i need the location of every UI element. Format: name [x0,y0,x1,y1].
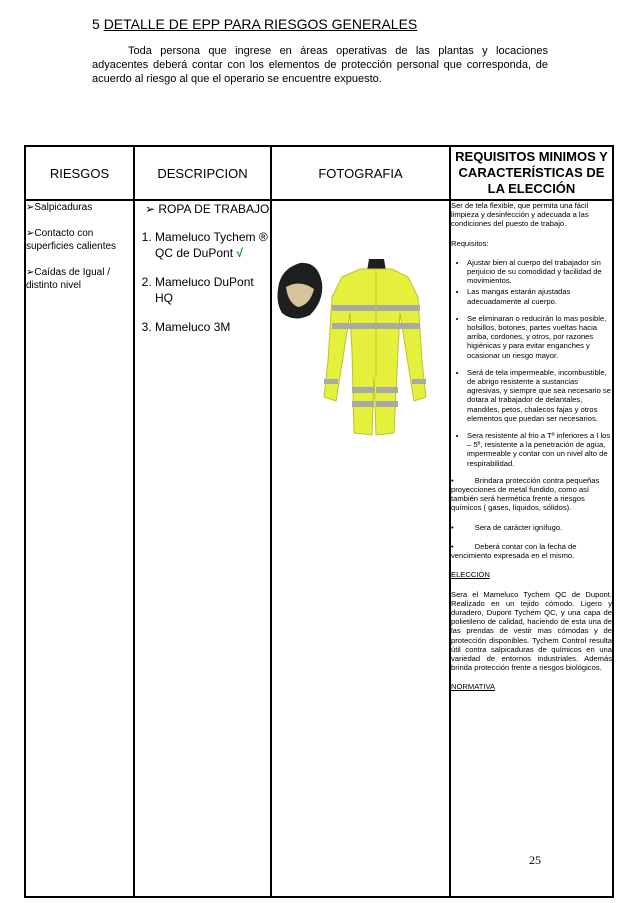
descripcion-cell [134,200,271,897]
eleccion-text: Sera el Mameluco Tychem QC de Dupont. Realizado en un tejido cómodo. Ligero y duradero, Dupont Tychem QC, y una capa de polietileno de calidad, haciendo de esta una de las prendas de vestir mas cómodas y de protección disponibles. Tychem Control resulta útil contra salpicaduras de químicos en una variedad de entornos industriales. Además brinda protección frente a riesgos biológicos. [451,589,612,673]
table-header-row [25,146,613,200]
options-list [135,229,270,335]
section-number: 5 [92,16,100,32]
coverall-image [324,259,426,435]
intro-paragraph [92,44,548,86]
requisitos-cell [450,200,613,897]
intro-text: Toda persona que ingrese en áreas operativas de las plantas y locaciones adyacentes deberá contar con los elementos de protección personal que corresponda, de acuerdo al riesgo al que el operario se encuentre expuesto. [92,45,548,85]
header-riesgos: RIESGOS [25,146,134,200]
table-row [25,200,613,897]
section-heading [92,16,417,32]
requisito-bullet: • Brindara protección contra pequeñas proyecciones de metal fundido, como así también será hermética frente a riesgos químicos ( gases, líquidos, sólidos). [451,475,600,513]
fotografia-cell [271,200,450,897]
requisito-text: Requisitos: [451,238,489,248]
coverall-photo [272,201,447,441]
riesgo-item: ➢Salpicaduras [26,202,93,213]
requisito-bullet: • Sera de carácter ignífugo. [451,522,563,532]
list-item: • Será de tela impermeable, incombustible, de abrigo resistente a sustancias agresivas, y siempre que sea necesario se dotara al trabajador de delantales, mandiles, petos, chalecos fajas y otros elementos que puedan ser necesarios. [467,368,612,423]
list-item: • Ajustar bien al cuerpo del trabajador sin perjuicio de su comodidad y facilidad de movimientos. [467,258,612,286]
check-mark-icon: √ [236,246,243,260]
option-item: 3. Mameluco 3M [155,319,270,335]
normativa-title: NORMATIVA [451,682,496,692]
riesgo-item: ➢Caídas de Igual / distinto nivel [26,267,110,291]
eleccion-title: ELECCIÓN [451,570,490,580]
requisito-list [451,431,612,468]
riesgos-cell [25,200,134,897]
requisito-list [451,314,612,360]
riesgo-item: ➢Contacto con superficies calientes [26,228,117,252]
requisito-text: Ser de tela flexible, que permita una fácil limpieza y desinfección y adecuada a las condiciones del puesto de trabajo. [451,201,589,229]
section-title: DETALLE DE EPP PARA RIESGOS GENERALES [103,16,418,32]
header-descripcion: DESCRIPCION [134,146,271,200]
ropa-item: ➢ ROPA DE TRABAJO [145,202,270,216]
option-item: 1. Mameluco Tychem ® QC de DuPont √ [155,229,270,261]
page-number: 25 [529,853,541,867]
list-item: • Las mangas estarán ajustadas adecuadamente al cuerpo. [467,287,612,305]
list-item: • Se eliminaran o reducirán lo mas posible, bolsillos, botones, partes vueltas hacia arriba, cordones, y otros, por razones higiénicas y para evitar enganches y ocasionar un riesgo mayor. [467,314,612,360]
requisito-bullet: • Deberá contar con la fecha de vencimiento expresada en el mismo. [451,541,577,561]
requisito-list [451,368,612,423]
header-fotografia: FOTOGRAFIA [271,146,450,200]
header-requisitos: REQUISITOS MINIMOS Y CARACTERÍSTICAS DE LA ELECCIÓN [450,146,613,200]
list-item: • Sera resistente al frio a Tº inferiores a I los – 5º, resistente a la penetración de agua, impermeable y contar con un nivel alto de respirabilidad. [467,431,612,468]
option-item: 2. Mameluco DuPont HQ [155,274,270,306]
epp-table [24,145,614,898]
requisito-list [451,258,612,306]
